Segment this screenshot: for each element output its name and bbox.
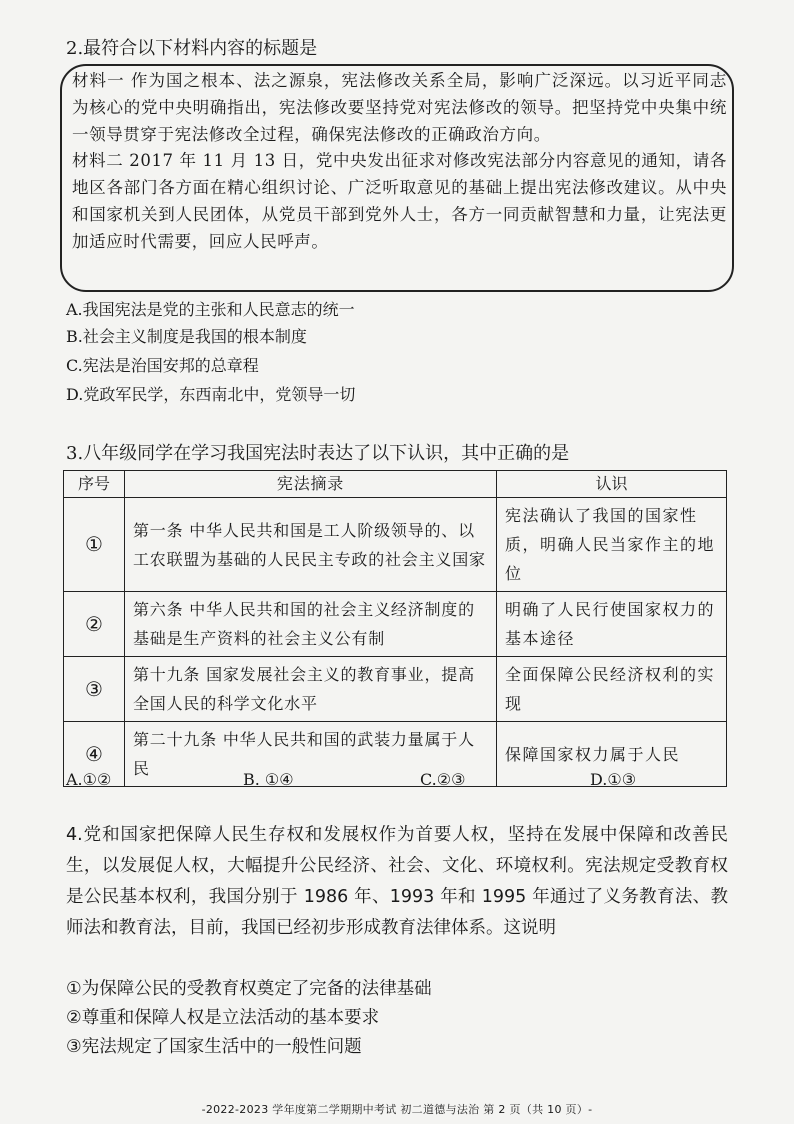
header-no: 序号: [64, 471, 125, 498]
material-1: 材料一 作为国之根本、法之源泉，宪法修改关系全局，影响广泛深远。以习近平同志为核心的党中央明确指出，宪法修改要坚持党对宪法修改的领导。把坚持党中央集中统一领导贯穿于宪法修改全过程，确保宪法修改的正确政治方向。: [72, 71, 727, 144]
row-number: ②: [64, 592, 125, 657]
q2-option-a: A.我国宪法是党的主张和人民意志的统一: [66, 300, 355, 319]
row-view: 宪法确认了我国的国家性质，明确人民当家作主的地位: [497, 498, 727, 592]
q4-statement-2: ②尊重和保障人权是立法活动的基本要求: [66, 1008, 380, 1028]
header-view: 认识: [497, 471, 727, 498]
row-excerpt: 第二十九条 中华人民共和国的武装力量属于人民: [125, 722, 497, 787]
row-excerpt: 第六条 中华人民共和国的社会主义经济制度的基础是生产资料的社会主义公有制: [125, 592, 497, 657]
question-4-stem: 4.党和国家把保障人民生存权和发展权作为首要人权，坚持在发展中保障和改善民生，以发展促人权，大幅提升公民经济、社会、文化、环境权利。宪法规定受教育权是公民基本权利，我国分别于 1986 年、1993 年和 1995 年通过了义务教育法、教师法和教育法，目前，我国已经初步形成教育法律体系。这说明: [66, 825, 728, 938]
q2-option-d: D.党政军民学，东西南北中，党领导一切: [66, 385, 356, 404]
q3-option-a: A.①②: [66, 770, 112, 789]
question-3-title: 3.八年级同学在学习我国宪法时表达了以下认识，其中正确的是: [66, 443, 570, 464]
q3-answer-options: [66, 770, 706, 794]
row-view: 全面保障公民经济权利的实现: [497, 657, 727, 722]
row-number: ④: [64, 722, 125, 787]
row-view: 保障国家权力属于人民: [497, 722, 727, 787]
q2-option-b: B.社会主义制度是我国的根本制度: [66, 327, 307, 346]
q3-option-c: C.②③: [420, 770, 466, 789]
header-excerpt: 宪法摘录: [125, 471, 497, 498]
q2-option-c: C.宪法是治国安邦的总章程: [66, 356, 259, 375]
material-text: [72, 68, 727, 256]
table-row: [64, 498, 727, 592]
row-view: 明确了人民行使国家权力的基本途径: [497, 592, 727, 657]
table-row: [64, 592, 727, 657]
constitution-table: [63, 470, 727, 787]
q3-option-b: B. ①④: [243, 770, 294, 789]
row-number: ③: [64, 657, 125, 722]
row-excerpt: 第一条 中华人民共和国是工人阶级领导的、以工农联盟为基础的人民民主专政的社会主义国家: [125, 498, 497, 592]
material-2: 材料二 2017 年 11 月 13 日，党中央发出征求对修改宪法部分内容意见的通知，请各地区各部门各方面在精心组织讨论、广泛听取意见的基础上提出宪法修改建议。从中央和国家机关到人民团体，从党员干部到党外人士，各方一同贡献智慧和力量，让宪法更加适应时代需要，回应人民呼声。: [72, 151, 727, 251]
page-footer: -2022-2023 学年度第二学期期中考试 初二道德与法治 第 2 页（共 10 页）-: [201, 1103, 593, 1116]
q4-statement-3: ③宪法规定了国家生活中的一般性问题: [66, 1037, 362, 1057]
q3-option-d: D.①③: [590, 770, 637, 789]
q4-statement-1: ①为保障公民的受教育权奠定了完备的法律基础: [66, 979, 432, 999]
table-row: [64, 657, 727, 722]
table-header-row: [64, 471, 727, 498]
question-2-title: 2.最符合以下材料内容的标题是: [66, 38, 318, 59]
row-excerpt: 第十九条 国家发展社会主义的教育事业，提高全国人民的科学文化水平: [125, 657, 497, 722]
row-number: ①: [64, 498, 125, 592]
